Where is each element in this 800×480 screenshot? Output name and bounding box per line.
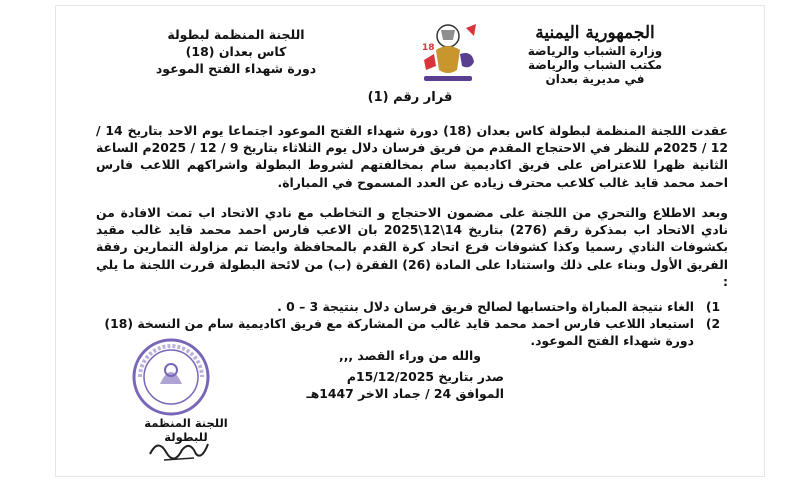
decision-document xyxy=(56,6,764,476)
office-name: مكتب الشباب والرياضة xyxy=(527,58,663,72)
district-name: في مديرية بعدان xyxy=(545,72,645,86)
decision-number: 2) xyxy=(705,316,721,331)
paragraph-meeting: عقدت اللجنة المنظمة لبطولة كاس بعدان (18) دورة شهداء الفتح الموعود اجتماعا يوم الاحد بتاريخ 14 / 12 / 2025م للنظر في الاحتجاج المقدم من فريق فرسان دلال يوم الثلاثاء بتاريخ 9 / 12 / 2025م الساعة الثانية ظهرا للاعتراض على فريق اكاديمية سام بمخالفتهم لشروط البطولة واشراكهم اللاعب فارس احمد محمد قايد غالب كلاعب محترف زياده عن العدد المسموح في المباراة. xyxy=(96,123,729,190)
tournament-name: دورة شهداء الفتح الموعود xyxy=(155,61,317,76)
handwritten-signature xyxy=(144,430,214,466)
decision-text: الغاء نتيجة المباراة واحتسابها لصالح فريق فرسان دلال بنتيجة 3 – 0 . xyxy=(277,299,694,314)
decision-title: قرار رقم (1) xyxy=(367,90,453,105)
closing-phrase: والله من وراء القصد ,,, xyxy=(339,348,481,363)
gregorian-date: صدر بتاريخ 15/12/2025م xyxy=(346,369,504,384)
decision-item xyxy=(96,298,724,315)
committee-header xyxy=(116,26,356,77)
tournament-logo xyxy=(410,20,486,86)
signature-label: اللجنة المنظمة للبطولة xyxy=(144,416,228,444)
decision-text: استبعاد اللاعب فارس احمد محمد قايد غالب من المشاركة مع فريق اكاديمية سام من النسخة (18) دورة شهداء الفتح الموعود. xyxy=(104,316,694,348)
svg-text:18: 18 xyxy=(422,43,435,53)
committee-stamp xyxy=(130,336,212,418)
ministry-header xyxy=(480,22,710,86)
hijri-date: الموافق 24 / جماد الاخر 1447هـ xyxy=(306,386,504,401)
republic-name: الجمهورية اليمنية xyxy=(535,23,655,43)
ministry-name: وزارة الشباب والرياضة xyxy=(527,44,663,58)
issue-dates xyxy=(306,368,504,402)
committee-name: اللجنة المنظمة لبطولة xyxy=(167,27,305,42)
cup-name: كاس بعدان (18) xyxy=(185,44,287,59)
decision-number: 1) xyxy=(705,299,721,314)
paragraph-investigation: وبعد الاطلاع والتحري من اللجنة على مضمون الاحتجاج و التخاطب مع نادي الاتحاد اب تمت الافادة من نادي الاتحاد اب بمذكرة رقم (276) بتاريخ 14\12\2025 بان الاعب فارس احمد محمد قايد غالب مقيد بكشوفات النادي رسميا وكذا كشوفات فرع اتحاد كرة القدم بالمحافظة وايضا تم مزاولة التمارين رفقة الفريق الأول وبناء على ذلك واستنادا على المادة (26) الفقرة (ب) من لائحة البطولة قررت اللجنة ما يلي : xyxy=(96,205,728,289)
